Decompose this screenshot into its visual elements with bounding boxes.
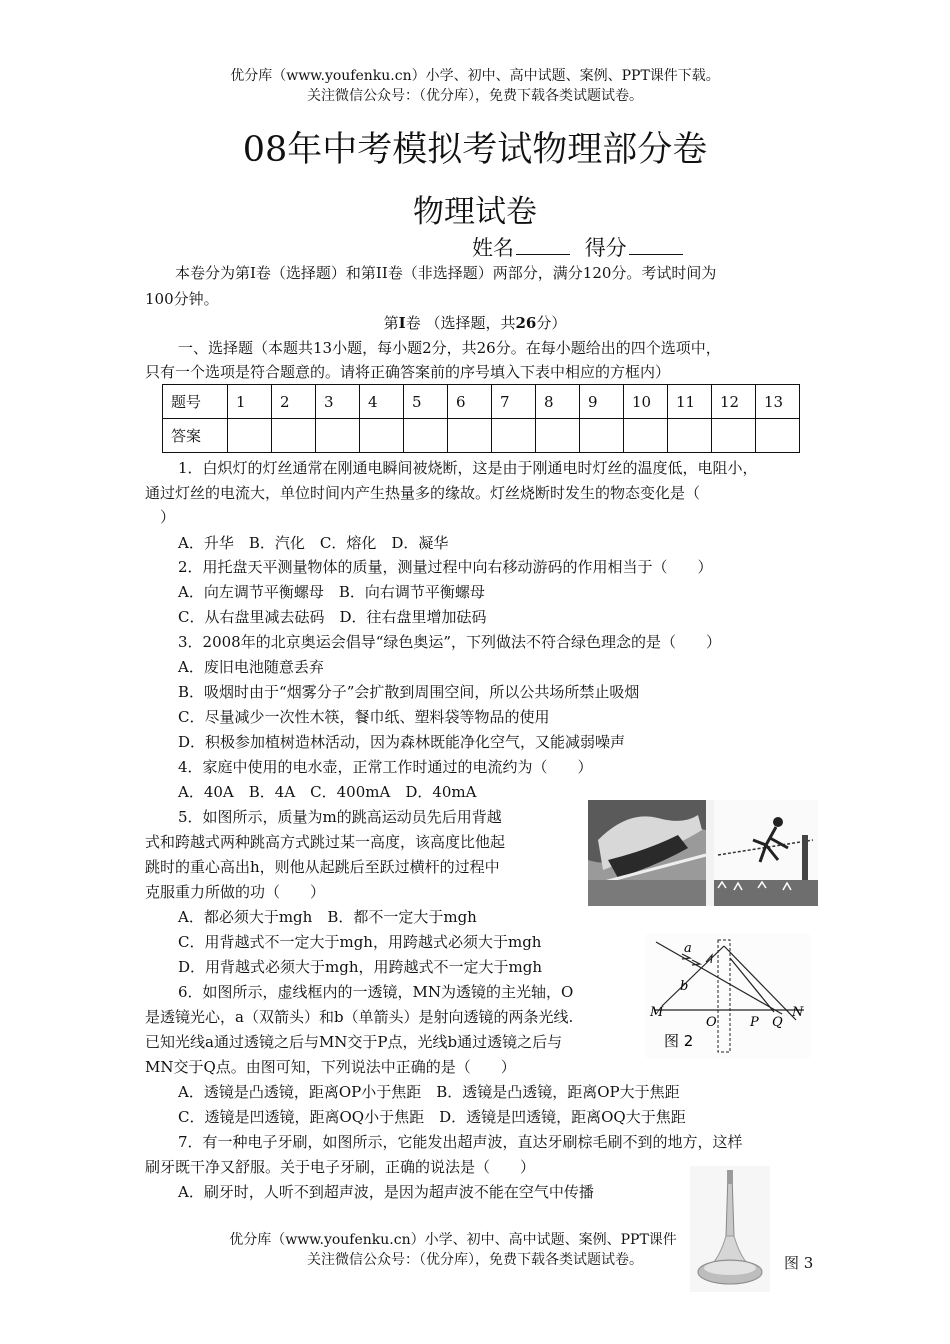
q3-option-d: D．积极参加植树造林活动，因为森林既能净化空气，又能减弱噪声: [178, 733, 626, 751]
q5-options-1: A．都必须大于mgh B．都不一定大于mgh: [178, 908, 477, 926]
section1-line-1: 一、选择题（本题共13小题，每小题2分，共26分。在每小题给出的四个选项中，: [178, 339, 721, 357]
intro-line-1: 本卷分为第I卷（选择题）和第II卷（非选择题）两部分，满分120分。考试时间为: [175, 264, 717, 282]
q7-line-2: 刷牙既干净又舒服。关于电子牙刷，正确的说法是（ ）: [145, 1158, 536, 1176]
score-label: 得分: [584, 236, 627, 260]
q6-line-4: MN交于Q点。由图可知，下列说法中正确的是（ ）: [145, 1058, 516, 1076]
question-number-cell: 12: [712, 385, 756, 419]
q2-options-2: C．从右盘里减去砝码 D．往右盘里增加砝码: [178, 608, 487, 626]
part1-points: 26: [515, 314, 537, 332]
answer-cell[interactable]: [536, 419, 580, 453]
section1-line-2: 只有一个选项是符合题意的。请将正确答案前的序号填入下表中相应的方框内）: [145, 363, 671, 381]
answer-cell[interactable]: [492, 419, 536, 453]
q3-stem: 3．2008年的北京奥运会倡导“绿色奥运”，下列做法不符合绿色理念的是（ ）: [178, 633, 722, 651]
q5-options-2: C．用背越式不一定大于mgh，用跨越式必须大于mgh: [178, 933, 542, 951]
q3-option-b: B．吸烟时由于“烟雾分子”会扩散到周围空间，所以公共场所禁止吸烟: [178, 683, 640, 701]
answer-table-answer-row: [163, 419, 800, 453]
header-line-1: 优分库（www.youfenku.cn）小学、初中、高中试题、案例、PPT课件下载。: [230, 68, 720, 84]
q6-options-2: C．透镜是凹透镜，距离OQ小于焦距 D．透镜是凹透镜，距离OQ大于焦距: [178, 1108, 686, 1126]
page-title: 08年中考模拟考试物理部分卷: [242, 130, 708, 170]
q4-options: A．40A B．4A C．400mA D．40mA: [178, 783, 477, 801]
answer-cell[interactable]: [624, 419, 668, 453]
question-number-cell: 4: [360, 385, 404, 419]
q3-option-c: C．尽量减少一次性木筷，餐巾纸、塑料袋等物品的使用: [178, 708, 550, 726]
answer-cell[interactable]: [228, 419, 272, 453]
q6-line-3: 已知光线a通过透镜之后与MN交于P点，光线b通过透镜之后与: [145, 1033, 563, 1051]
label-m: M: [650, 1005, 664, 1020]
high-jump-photo: [588, 800, 818, 906]
q5-line-4: 克服重力所做的功（ ）: [145, 883, 326, 901]
name-score-line: [472, 234, 691, 262]
page-subtitle: 物理试卷: [413, 194, 537, 230]
q4-stem: 4．家庭中使用的电水壶，正常工作时通过的电流约为（ ）: [178, 758, 593, 776]
question-number-cell: 11: [668, 385, 712, 419]
footer-line-2: 关注微信公众号：（优分库），免费下载各类试题试卷。: [307, 1252, 643, 1268]
answer-cell[interactable]: [404, 419, 448, 453]
header-line-2: 关注微信公众号：（优分库），免费下载各类试题试卷。: [307, 88, 643, 104]
q3-option-a: A．废旧电池随意丢弃: [178, 658, 324, 676]
label-o: O: [706, 1015, 717, 1030]
label-q: Q: [772, 1015, 783, 1030]
part1-suffix: 分）: [536, 314, 567, 332]
answer-table-number-row: [163, 385, 800, 419]
answer-cell[interactable]: [360, 419, 404, 453]
answer-table-row-label: 答案: [163, 419, 228, 453]
q1-line-2: 通过灯丝的电流大，单位时间内产生热量多的缘故。灯丝烧断时发生的物态变化是（: [145, 484, 701, 502]
q6-line-2: 是透镜光心，a（双箭头）和b（单箭头）是射向透镜的两条光线.: [145, 1008, 574, 1026]
q1-line-1: 1．白炽灯的灯丝通常在刚通电瞬间被烧断，这是由于刚通电时灯丝的温度低，电阻小，: [178, 459, 758, 477]
q5-line-2: 式和跨越式两种跳高方式跳过某一高度，该高度比他起: [145, 833, 506, 851]
q5-line-3: 跳时的重心高出h，则他从起跳后至跃过横杆的过程中: [145, 858, 500, 876]
name-label: 姓名: [472, 236, 514, 260]
label-p: P: [750, 1015, 759, 1030]
answer-cell[interactable]: [272, 419, 316, 453]
question-number-cell: 13: [756, 385, 800, 419]
answer-cell[interactable]: [448, 419, 492, 453]
part1-mid: 卷 （选择题，共: [405, 314, 516, 332]
part1-prefix: 第: [383, 314, 399, 332]
lens-diagram: [646, 934, 810, 1058]
question-number-cell: 6: [448, 385, 492, 419]
answer-cell[interactable]: [668, 419, 712, 453]
q5-options-3: D．用背越式必须大于mgh，用跨越式不一定大于mgh: [178, 958, 543, 976]
question-number-cell: 3: [316, 385, 360, 419]
question-number-cell: 9: [580, 385, 624, 419]
intro-line-2: 100分钟。: [145, 290, 219, 308]
q6-options-1: A．透镜是凸透镜，距离OP小于焦距 B．透镜是凸透镜，距离OP大于焦距: [178, 1083, 680, 1101]
question-number-cell: 1: [228, 385, 272, 419]
q7-option-a: A．刷牙时，人听不到超声波，是因为超声波不能在空气中传播: [178, 1183, 594, 1201]
footer-line-1: 优分库（www.youfenku.cn）小学、初中、高中试题、案例、PPT课件: [229, 1232, 677, 1248]
q6-line-1: 6．如图所示，虚线框内的一透镜，MN为透镜的主光轴，O: [178, 983, 574, 1001]
answer-table-row-label: 题号: [163, 385, 228, 419]
label-a: a: [684, 941, 692, 956]
answer-table: [162, 384, 800, 453]
answer-cell[interactable]: [316, 419, 360, 453]
answer-cell[interactable]: [580, 419, 624, 453]
question-number-cell: 2: [272, 385, 316, 419]
question-number-cell: 10: [624, 385, 668, 419]
q5-line-1: 5．如图所示，质量为m的跳高运动员先后用背越: [178, 808, 502, 826]
part1-roman: I: [398, 314, 406, 332]
answer-cell[interactable]: [756, 419, 800, 453]
label-b: b: [680, 979, 689, 994]
name-blank: [516, 234, 570, 255]
score-blank: [629, 234, 683, 255]
part1-heading: [0, 312, 950, 334]
figure-2-caption: 图 2: [664, 1032, 694, 1050]
question-number-cell: 5: [404, 385, 448, 419]
answer-cell[interactable]: [712, 419, 756, 453]
question-number-cell: 8: [536, 385, 580, 419]
q1-line-3: ）: [160, 508, 176, 526]
question-number-cell: 7: [492, 385, 536, 419]
q1-options: A．升华 B．汽化 C．熔化 D．凝华: [178, 534, 449, 552]
q2-stem: 2．用托盘天平测量物体的质量，测量过程中向右移动游码的作用相当于（ ）: [178, 558, 713, 576]
label-n: N: [792, 1005, 804, 1020]
electric-toothbrush-photo: [690, 1166, 770, 1292]
q7-line-1: 7．有一种电子牙刷，如图所示，它能发出超声波，直达牙刷棕毛刷不到的地方，这样: [178, 1133, 743, 1151]
figure-3-caption: 图 3: [784, 1254, 814, 1272]
q2-options-1: A．向左调节平衡螺母 B．向右调节平衡螺母: [178, 583, 485, 601]
